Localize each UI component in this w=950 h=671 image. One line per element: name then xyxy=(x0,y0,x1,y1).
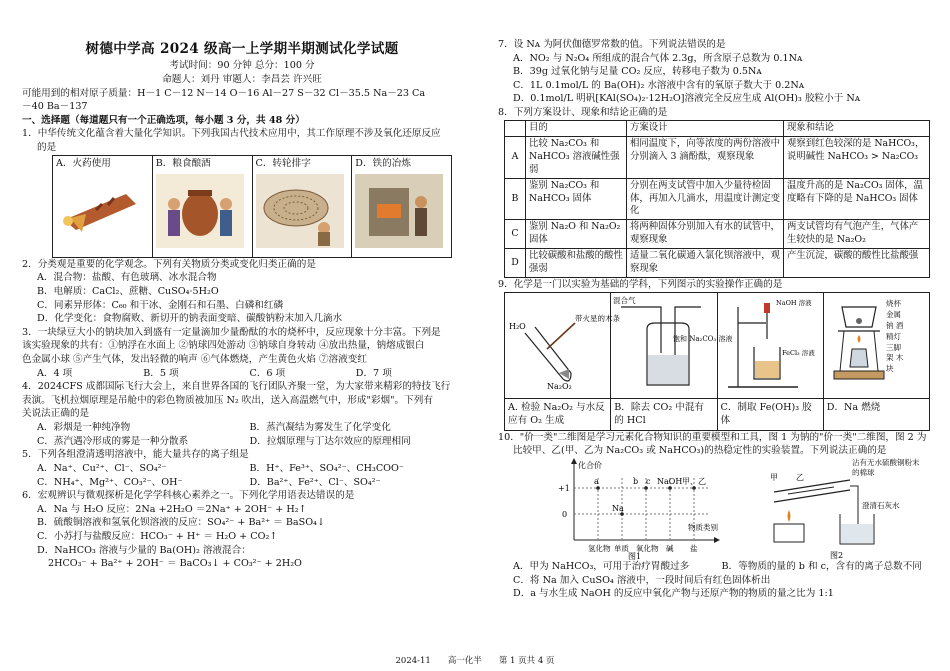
q4-option-c: C．蒸汽遇冷形成的雾是一种分散系 xyxy=(37,435,189,447)
q9-d-labels: 烧杯 金属钠 酒精灯 三脚架 木块 xyxy=(885,298,904,374)
exam-info: 考试时间：90 分钟 总分：100 分 xyxy=(169,60,315,72)
q9-caption-d: D．Na 燃烧 xyxy=(823,398,929,430)
q3-options xyxy=(22,367,462,381)
table-row xyxy=(505,178,930,220)
table-row xyxy=(505,249,930,278)
q8-row-c-goal: 鉴别 Na₂O 和 Na₂O₂ 固体 xyxy=(526,220,627,249)
q4-option-d: D．拉烟原理与丁达尔效应的原理相同 xyxy=(249,435,411,447)
q9-caption-a: A. 检验 Na₂O₂ 与水反应有 O₂ 生成 xyxy=(505,398,611,430)
q9-a-h2o: H₂O xyxy=(509,321,526,331)
q1-label-b: B．粮食酿酒 xyxy=(155,157,211,169)
fig1-point-naoh: NaOH xyxy=(657,476,683,486)
q1-option-b xyxy=(152,155,252,257)
q10-options-ab xyxy=(498,560,930,574)
test-tube-apparatus xyxy=(505,293,620,393)
q3-option-b: B．5 项 xyxy=(143,367,179,379)
q7-option-b: B．39g 过氧化钠与足量 CO₂ 反应，转移电子数为 0.5Nᴀ xyxy=(513,66,762,78)
q1-option-a xyxy=(53,155,153,257)
q8-stem: 8．下列方案设计、现象和结论正确的是 xyxy=(498,107,668,119)
q6-option-a: A．Na 与 H₂O 反应：2Na +2H₂O ＝2Na⁺ + 2OH⁻ + H₂↑ xyxy=(37,503,307,515)
fig2-label-jia: 甲 xyxy=(770,472,778,482)
q6-option-c: C．小苏打与盐酸反应：HCO₃⁻ + H⁺ ＝ H₂O + CO₂↑ xyxy=(37,530,278,542)
atomic-masses-2: －40 Ba－137 xyxy=(22,101,88,113)
dropper-beaker xyxy=(718,293,822,393)
gunpowder-image xyxy=(56,174,144,248)
table-row xyxy=(505,136,930,178)
q8-row-b-key: B xyxy=(505,178,526,220)
sodium-burning-setup xyxy=(824,293,928,393)
q9-b-gas: 混合气 xyxy=(613,295,636,305)
q8-row-d-goal: 比较碳酸和盐酸的酸性强弱 xyxy=(526,249,627,278)
thermal-stability-apparatus xyxy=(754,458,924,560)
q8-row-c-key: C xyxy=(505,220,526,249)
atomic-masses: 可能用到的相对原子质量：H－1 C－12 N－14 O－16 Al－27 S－32 Cl－35.5 Na－23 Ca xyxy=(22,87,426,99)
q10-option-a: A．甲为 NaHCO₃，可用于治疗胃酸过多 xyxy=(513,560,690,572)
q9-a-na2o2: Na₂O₂ xyxy=(547,381,572,391)
q8-table xyxy=(504,120,930,279)
fig1-point-na: Na xyxy=(612,503,624,513)
q2-option-a: A．混合物：盐酸、有色玻璃、冰水混合物 xyxy=(37,272,217,284)
q10-figures xyxy=(498,458,930,560)
q7-option-c: C．1L 0.1mol/L 的 Ba(OH)₂ 水溶液中含有的氧原子数大于 0.2Nᴀ xyxy=(513,79,805,91)
q9-figure-d xyxy=(823,292,929,398)
q1-stem: 1．中华传统文化蕴含着大量化学知识。下列我国古代技术应用中，其工作原理不涉及氧化还原反应 xyxy=(22,128,441,140)
q2-option-c: C．同素异形体：C₆₀ 和干冰、金刚石和石墨、白磷和红磷 xyxy=(37,299,284,311)
fig1-xlabel: 物质类别 xyxy=(688,522,718,532)
q10-option-d: D．a 与水生成 NaOH 的反应中氧化产物与还原产物的物质的量之比为 1:1 xyxy=(513,588,834,600)
q4-option-b: B．蒸汽凝结为雾发生了化学变化 xyxy=(249,422,391,434)
q2-option-b: B．电解质：CaCl₂、蔗糖、CuSO₄·5H₂O xyxy=(37,286,219,297)
q8-row-c-plan: 将两种固体分别加入有水的试管中，观察现象 xyxy=(627,220,784,249)
fig1-ylabel: 化合价 xyxy=(578,460,602,470)
q10-option-b: B．等物质的量的 b 和 c，含有的离子总数不同 xyxy=(721,560,922,572)
q6-stem: 6．宏观辨识与微观探析是化学学科核心素养之一。下列化学用语表达错误的是 xyxy=(22,490,355,502)
q8-header-0 xyxy=(505,120,526,136)
left-column xyxy=(22,0,462,571)
q8-row-b-goal: 鉴别 Na₂CO₃ 和 NaHCO₃ 固体 xyxy=(526,178,627,220)
page-footer: 2024-11 高一化半 第 1 页共 4 页 xyxy=(395,656,555,666)
q6-option-b: B．硫酸铜溶液和氢氧化钡溶液的反应：SO₄²⁻ + Ba²⁺ ＝ BaSO₄↓ xyxy=(37,517,325,529)
fig1-point-a: a xyxy=(594,476,599,486)
fig1-caption: 图1 xyxy=(628,551,642,561)
q3-stem: 3．一块绿豆大小的钠块加入到盛有一定量滴加少量酚酞的水的烧杯中，反应现象十分丰富。下列是 xyxy=(22,326,441,338)
fig1-point-b: b xyxy=(633,476,639,486)
q9-caption-c: C．制取 Fe(OH)₃ 胶体 xyxy=(717,398,823,430)
q1-label-d: D．铁的冶炼 xyxy=(355,157,411,169)
q6-option-d: D．NaHCO₃ 溶液与少量的 Ba(OH)₂ 溶液混合： xyxy=(37,544,251,556)
fig1-cat-base: 碱 xyxy=(666,543,674,553)
q8-row-b-result: 温度升高的是 Na₂CO₃ 固体，温度略有下降的是 NaHCO₃ 固体 xyxy=(784,178,930,220)
exam-title: 树德中学高 2024 级高一上学期半期测试化学试题 xyxy=(85,41,399,57)
q8-row-a-plan: 相同温度下，向等浓度的两份溶液中分别滴入 3 滴酚酞，观察现象 xyxy=(627,136,784,178)
q1-stem-2: 的是 xyxy=(37,141,57,153)
q1-label-c: C．转轮排字 xyxy=(255,157,311,169)
fig2-label-yi: 乙 xyxy=(796,472,804,482)
q1-label-a: A．火药使用 xyxy=(56,157,111,169)
q8-header-row xyxy=(505,120,930,136)
q9-figure-c xyxy=(717,292,823,398)
q8-row-a-goal: 比较 Na₂CO₃ 和 NaHCO₃ 溶液碱性强弱 xyxy=(526,136,627,178)
q2-option-d: D．化学变化：食物腐败、新切开的钠表面变暗、碳酸钠粉末加入几滴水 xyxy=(37,313,343,325)
q2-stem: 2．分类观是重要的化学观念。下列有关物质分类或变化归类正确的是 xyxy=(22,258,316,270)
q8-row-d-result: 产生沉淀，碳酸的酸性比盐酸强 xyxy=(784,249,930,278)
q9-c-fecl3: FeCl₃ 溶液 xyxy=(781,348,815,357)
q4-option-a: A．彩烟是一种纯净物 xyxy=(37,422,131,434)
q3-option-a: A．4 项 xyxy=(37,367,73,379)
q8-header-3: 现象和结论 xyxy=(784,120,930,136)
q9-caption-b: B．除去 CO₂ 中混有的 HCl xyxy=(611,398,717,430)
valence-class-diagram xyxy=(518,458,738,560)
q8-row-c-result: 两支试管均有气泡产生，气体产生较快的是 Na₂O₂ xyxy=(784,220,930,249)
q1-option-c xyxy=(252,155,352,257)
fig2-caption: 图2 xyxy=(830,550,844,560)
right-column xyxy=(498,0,930,601)
q10-stem: 10．"价一类"二维图是学习元素化合物知识的重要模型和工具，图 1 为钠的"价一类"二维图，图 2 为 xyxy=(498,431,927,443)
q5-option-c: C．NH₄⁺、Mg²⁺、CO₃²⁻、OH⁻ xyxy=(37,476,183,488)
fig2-note: 沾有无水硫酸铜粉末的棉球 xyxy=(852,457,920,477)
q5-option-a: A．Na⁺、Cu²⁺、Cl⁻、SO₄²⁻ xyxy=(37,462,167,474)
q4-stem-2: 表演。飞机拉烟原理是吊舱中的彩色物质被加压 N₂ 吹出，送入高温燃气中，形成"彩烟"。下列有 xyxy=(22,394,433,406)
q3-option-d: D．7 项 xyxy=(355,367,392,379)
q7-option-d: D．0.1mol/L 明矾[KAl(SO₄)₂·12H₂O]溶液完全反应生成 Al(OH)₃ 胶粒小于 Nᴀ xyxy=(513,93,861,105)
q7-stem: 7．设 Nᴀ 为阿伏伽德罗常数的值。下列说法错误的是 xyxy=(498,39,726,50)
q5-options xyxy=(22,462,462,489)
q8-row-a-result: 观察到红色较深的是 NaHCO₃，说明碱性 NaHCO₃ > Na₂CO₃ xyxy=(784,136,930,178)
brewing-image xyxy=(156,174,244,248)
fig1-cat-element: 单质 xyxy=(614,543,629,553)
q3-stem-3: 色金属小球 ⑤产生气体，发出轻微的响声 ⑥气体燃烧，产生黄色火焰 ⑦溶液变红 xyxy=(22,354,367,366)
q1-table xyxy=(52,155,452,258)
q4-options xyxy=(22,421,462,448)
fig1-cat-hydride: 氢化物 xyxy=(588,543,611,553)
q3-option-c: C．6 项 xyxy=(249,367,286,379)
fig1-point-c: c xyxy=(646,476,651,486)
fig2-lime: 澄清石灰水 xyxy=(862,500,900,510)
q9-stem: 9．化学是一门以实验为基础的学科，下列图示的实验操作正确的是 xyxy=(498,279,783,291)
q9-table xyxy=(504,292,930,431)
q8-row-d-key: D xyxy=(505,249,526,278)
q4-stem: 4．2024CFS 成都国际飞行大会上，来自世界各国的飞行团队齐聚一堂，为大家带来精彩的特技飞行 xyxy=(22,381,451,393)
q7-option-a: A．NO₂ 与 N₂O₄ 所组成的混合气体 2.3g，所含原子总数为 0.1Nᴀ xyxy=(513,52,803,64)
q10-option-c: C．将 Na 加入 CuSO₄ 溶液中，一段时间后有红色固体析出 xyxy=(513,574,771,586)
q3-stem-2: 该实验现象的共有：①钠浮在水面上 ②钠球四处游动 ③钠球自身转动 ④放出热量，钠熔成银白 xyxy=(22,340,425,352)
q5-option-b: B．H⁺、Fe³⁺、SO₄²⁻、CH₃COO⁻ xyxy=(249,462,404,474)
q9-a-stick: 带火星的木条 xyxy=(575,313,620,323)
q5-stem: 5．下列各组澄清透明溶液中，能大量共存的离子组是 xyxy=(22,449,249,461)
q8-row-b-plan: 分别在两支试管中加入少量待检固体，再加入几滴水，用温度计测定变化 xyxy=(627,178,784,220)
fig1-cat-oxide: 氧化物 xyxy=(636,543,659,553)
q9-figure-b xyxy=(611,292,733,398)
fig1-point-jiayi: 甲、乙 xyxy=(682,476,706,486)
iron-smelting-image xyxy=(355,174,443,248)
section-heading: 一、选择题（每道题只有一个正确选项，每小题 3 分，共 48 分） xyxy=(22,114,305,126)
q5-option-d: D．Ba²⁺、Fe²⁺、Cl⁻、SO₄²⁻ xyxy=(249,476,381,488)
fig1-ytick-0: 0 xyxy=(562,509,568,519)
gas-washing-bottle xyxy=(611,293,733,393)
table-row xyxy=(505,220,930,249)
type-wheel-image xyxy=(256,174,344,248)
q1-option-d xyxy=(352,155,452,257)
fig1-cat-salt: 盐 xyxy=(690,543,698,553)
q10-stem-2: 比较甲、乙(甲、乙为 Na₂CO₃ 或 NaHCO₃)的热稳定性的实验装置。下列说法正确的是 xyxy=(513,445,887,457)
q8-row-a-key: A xyxy=(505,136,526,178)
q9-b-sol: 饱和 Na₂CO₃ 溶液 xyxy=(673,334,733,343)
q8-header-1: 目的 xyxy=(526,120,627,136)
q9-c-naoh: NaOH 溶液 xyxy=(775,298,812,307)
q8-row-d-plan: 适量二氧化碳通入氯化钡溶液中，观察现象 xyxy=(627,249,784,278)
q9-figure-a xyxy=(505,292,620,398)
q6-option-d-equation: 2HCO₃⁻ + Ba²⁺ + 2OH⁻ ＝ BaCO₃↓ + CO₃²⁻ + 2H₂O xyxy=(48,558,302,570)
exam-authors: 命题人：刘丹 审题人：李昌芸 许兴旺 xyxy=(162,73,322,85)
q8-header-2: 方案设计 xyxy=(627,120,784,136)
q4-stem-3: 关说法正确的是 xyxy=(22,408,90,420)
fig1-ytick-plus1: +1 xyxy=(558,483,570,493)
